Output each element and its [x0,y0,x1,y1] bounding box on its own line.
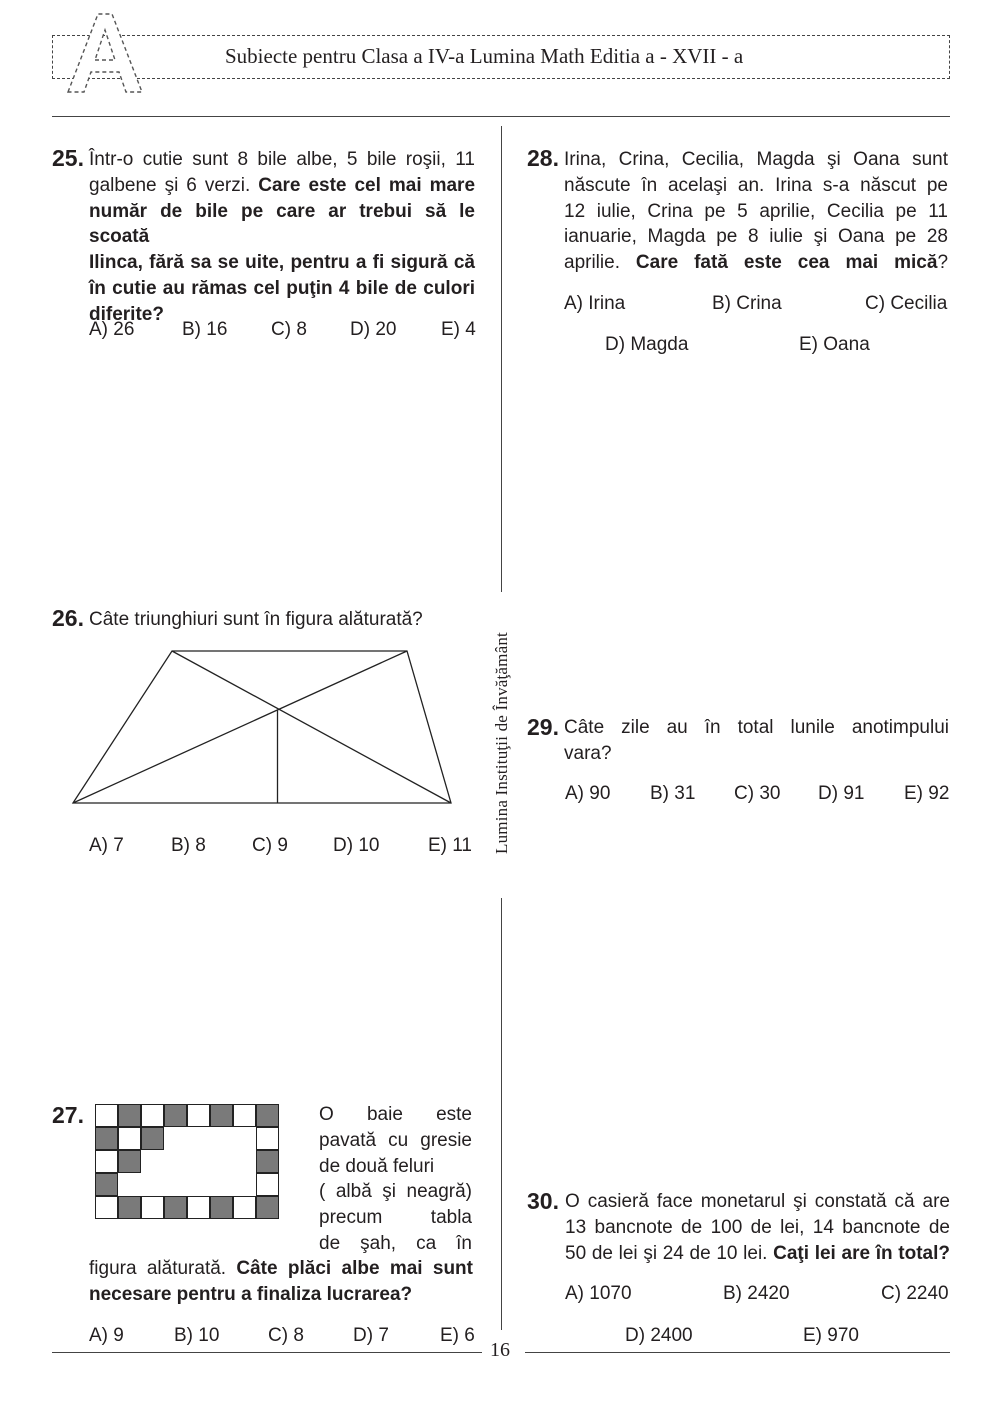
header-letter-a-outline-icon [58,8,154,96]
text-line [89,173,475,199]
answer-option-d[interactable]: D) 2400 [625,1325,693,1346]
dark-tile [210,1104,233,1127]
text-line [89,1282,473,1308]
answer-option-a[interactable]: A) 26 [89,319,135,340]
question-text [89,147,475,328]
question-number: 25. [52,145,84,171]
question-text [564,715,949,767]
text-bold: diferite? [89,303,164,325]
answer-option-c[interactable]: C) 30 [734,783,781,804]
answer-option-b[interactable]: B) 10 [174,1325,220,1346]
text-line: precum tabla [319,1207,472,1229]
text-bold: număr de bile pe care ar trebui să le scoată [89,200,475,248]
question-text [89,1256,473,1308]
white-tile [187,1104,210,1127]
white-tile [95,1196,118,1219]
footer-rule-left [52,1352,482,1353]
text-line: ianuarie, Magda pe 8 iulie şi Oana pe 28 [564,226,948,248]
text-normal: 50 de lei şi 24 de 10 lei. [565,1242,774,1264]
answer-option-e[interactable]: E) 92 [904,783,950,804]
answer-option-a[interactable]: A) Irina [564,293,626,314]
answer-option-e[interactable]: E) 11 [428,835,473,856]
dark-tile [256,1104,279,1127]
answer-option-a[interactable]: A) 1070 [565,1283,632,1304]
question-number: 26. [52,605,84,631]
white-tile [95,1150,118,1173]
dark-tile [164,1104,187,1127]
answer-option-d[interactable]: D) 20 [350,319,397,340]
text-line: O baie este [319,1104,472,1125]
header-title: Subiecte pentru Clasa a IV-a Lumina Math Editia a - XVII - a [225,44,744,68]
text-line: 13 bancnote de 100 de lei, 14 bancnote de [565,1216,950,1238]
answer-option-d[interactable]: D) Magda [605,334,689,355]
dark-tile [118,1150,141,1173]
answer-option-b[interactable]: B) 8 [171,835,206,856]
question-number: 28. [527,145,559,171]
answer-option-d[interactable]: D) 91 [818,783,865,804]
white-tile [141,1196,164,1219]
answer-option-b[interactable]: B) 16 [182,319,228,340]
trapezoid-triangles-figure [60,640,470,815]
dark-tile [95,1173,118,1196]
text-line: pavată cu gresie [319,1129,472,1151]
question-text: Câte triunghiuri sunt în figura alăturată? [89,609,423,630]
dark-tile [118,1104,141,1127]
dark-tile [256,1196,279,1219]
white-tile [233,1196,256,1219]
header-rule [52,116,950,117]
dark-tile [118,1196,141,1219]
text-bold: necesare pentru a finaliza lucrarea? [89,1283,413,1305]
text-line: Irina, Crina, Cecilia, Magda şi Oana sunt [564,149,948,170]
answer-option-d[interactable]: D) 7 [353,1325,389,1346]
text-bold: în cutie au rămas cel puţin 4 bile de culori [89,277,475,299]
text-line: ( albă şi neagră) [319,1181,472,1203]
text-normal: Într-o cutie sunt 8 bile albe, 5 bile roşii, 11 [89,149,475,170]
answer-option-b[interactable]: B) 31 [650,783,696,804]
dark-tile [210,1196,233,1219]
text-line [89,1256,473,1282]
answer-option-e[interactable]: E) Oana [799,334,870,355]
text-line [89,250,475,276]
text-line: Câte zile au în total lunile anotimpului [564,717,949,738]
answer-option-c[interactable]: C) 8 [268,1325,304,1346]
text-bold: Caţi lei are în total? [773,1242,951,1264]
answer-option-a[interactable]: A) 90 [565,783,611,804]
answer-option-d[interactable]: D) 10 [333,835,380,856]
answer-option-a[interactable]: A) 7 [89,835,124,856]
text-line [89,199,475,251]
answer-option-b[interactable]: B) Crina [712,293,782,314]
text-line [564,250,948,276]
question-number: 29. [527,714,559,740]
question-side-text [319,1102,472,1257]
text-bold: Care fată este cea mai mică [635,252,938,274]
answer-option-e[interactable]: E) 4 [441,319,476,340]
text-line [89,147,475,173]
answer-option-b[interactable]: B) 2420 [723,1283,790,1304]
side-caption: Lumina Instituţii de Învăţământ [492,632,511,854]
column-divider-bottom [501,898,502,1330]
text-line: vara? [564,742,612,764]
answer-option-e[interactable]: E) 6 [440,1325,475,1346]
page-number: 16 [490,1339,510,1361]
white-tile [95,1104,118,1127]
answer-option-c[interactable]: C) 9 [252,835,288,856]
text-line [89,276,475,302]
dark-tile [256,1150,279,1173]
white-tile [141,1104,164,1127]
white-tile [187,1196,210,1219]
question-text [564,147,948,276]
question-number: 30. [527,1188,559,1214]
text-line: de şah, ca în [319,1232,472,1254]
text-normal: ? [937,252,949,274]
answer-option-e[interactable]: E) 970 [803,1325,859,1346]
white-tile [256,1173,279,1196]
answer-option-c[interactable]: C) 2240 [881,1283,949,1304]
text-bold: Ilinca, fără sa se uite, pentru a fi sigură că [89,252,475,274]
question-text [565,1189,950,1266]
dark-tile [164,1196,187,1219]
text-normal: aprilie. [564,252,636,274]
text-line: născute în acelaşi an. Irina s-a născut pe [564,174,948,196]
text-bold: Câte plăci albe mai sunt [236,1258,473,1279]
text-normal: galbene şi 6 verzi. [89,174,259,196]
text-line: de două feluri [319,1155,435,1177]
answer-option-a[interactable]: A) 9 [89,1325,124,1346]
white-tile [118,1127,141,1150]
dark-tile [95,1127,118,1150]
text-line: O casieră face monetarul şi constată că are [565,1191,950,1212]
white-tile [233,1104,256,1127]
answer-option-c[interactable]: C) Cecilia [865,293,948,314]
dark-tile [141,1127,164,1150]
text-bold: Care este cel mai mare [258,174,476,196]
text-line [565,1241,950,1267]
text-line: 12 iulie, Crina pe 5 aprilie, Cecilia pe 11 [564,200,948,222]
text-normal: figura alăturată. [89,1258,237,1279]
footer-rule-right [525,1352,950,1353]
answer-option-c[interactable]: C) 8 [271,319,307,340]
column-divider-top [501,126,502,592]
question-number: 27. [52,1102,84,1128]
white-tile [256,1127,279,1150]
